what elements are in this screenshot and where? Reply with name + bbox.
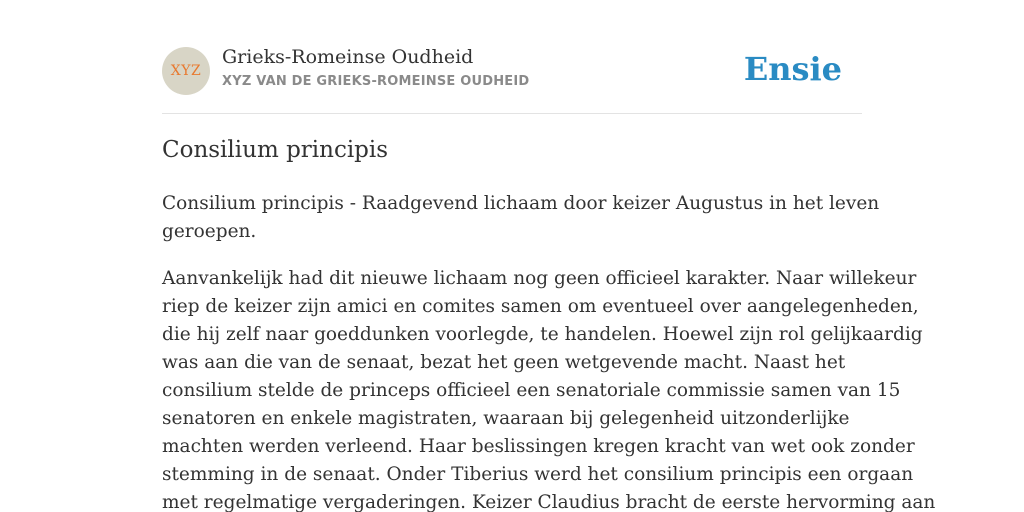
paragraph-line: Consilium principis - Raadgevend lichaam door keizer Augustus in het leven (162, 193, 880, 214)
article-title: Consilium principis (162, 137, 389, 163)
paragraph-line: senatoren en enkele magistraten, waaraan bij gelegenheid uitzonderlijke (162, 408, 850, 429)
source-avatar[interactable]: XYZ (162, 47, 210, 95)
article-body (162, 190, 936, 512)
paragraph-line: Aanvankelijk had dit nieuwe lichaam nog geen officieel karakter. Naar willekeur (162, 268, 917, 289)
paragraph-line: geroepen. (162, 221, 257, 242)
paragraph-line: die hij zelf naar goeddunken voorlegde, te handelen. Hoewel zijn rol gelijkaardig (162, 324, 923, 345)
source-title[interactable]: Grieks-Romeinse Oudheid (222, 46, 474, 68)
paragraph-line: was aan die van de senaat, bezat het geen wetgevende macht. Naast het (162, 352, 846, 373)
paragraph-line: met regelmatige vergaderingen. Keizer Claudius bracht de eerste hervorming aan (162, 492, 936, 512)
paragraph-line: stemming in de senaat. Onder Tiberius werd het consilium principis een orgaan (162, 464, 914, 485)
header-divider (162, 113, 862, 114)
source-header (162, 46, 862, 96)
paragraph-line: consilium stelde de princeps officieel een senatoriale commissie samen van 15 (162, 380, 901, 401)
paragraph-gap (162, 246, 862, 265)
ensie-logo[interactable]: Ensie (743, 50, 842, 88)
paragraph-line: machten werden verleend. Haar beslissingen kregen kracht van wet ook zonder (162, 436, 915, 457)
source-subtitle[interactable]: XYZ VAN DE GRIEKS-ROMEINSE OUDHEID (222, 74, 530, 89)
paragraph-line: riep de keizer zijn amici en comites samen om eventueel over aangelegenheden, (162, 296, 919, 317)
